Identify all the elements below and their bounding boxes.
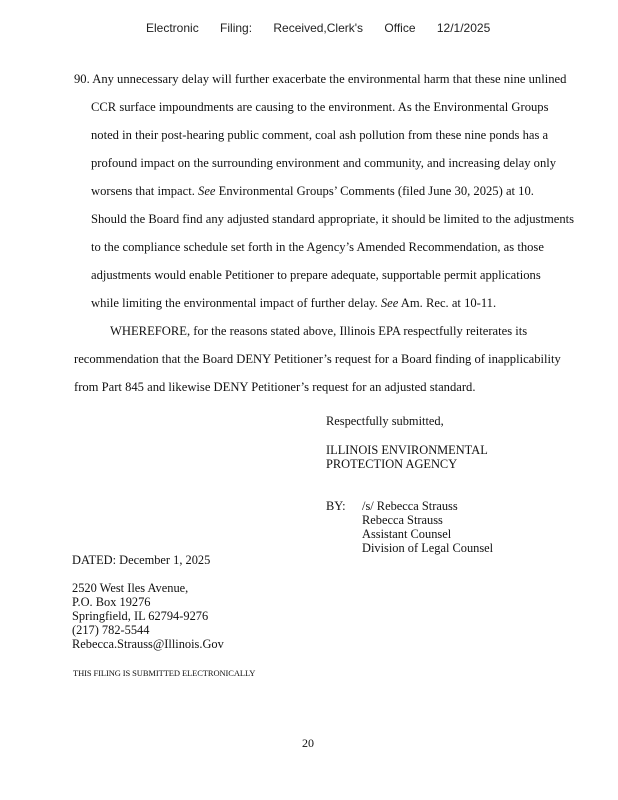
- address-phone: (217) 782-5544: [72, 623, 150, 637]
- para90-line-6: Should the Board find any adjusted standard appropriate, it should be limited to the adjustments: [91, 212, 575, 226]
- header-electronic: Electronic: [146, 21, 199, 35]
- header-office: Office: [384, 21, 416, 35]
- para90-line-9: while limiting the environmental impact of further delay. See Am. Rec. at 10-11.: [91, 296, 497, 310]
- closing: Respectfully submitted,: [326, 414, 444, 428]
- citation-1: Environmental Groups’ Comments (filed June 30, 2025) at 10.: [218, 184, 534, 198]
- header-date: 12/1/2025: [436, 21, 491, 35]
- para90-number: 90.: [74, 72, 90, 86]
- citation-2: Am. Rec. at 10-11.: [400, 296, 497, 310]
- para90-line-4: profound impact on the surrounding environment and community, and increasing delay only: [91, 156, 557, 170]
- signer-division: Division of Legal Counsel: [362, 541, 494, 555]
- para90-line-3: noted in their post-hearing public comment, coal ash pollution from these nine ponds has a: [91, 128, 549, 142]
- agency-name-line-2: PROTECTION AGENCY: [326, 457, 458, 471]
- address-street: 2520 West Iles Avenue,: [72, 581, 189, 595]
- agency-name-line-1: ILLINOIS ENVIRONMENTAL: [326, 443, 488, 457]
- wherefore-line-2: recommendation that the Board DENY Petitioner’s request for a Board finding of inapplicability: [74, 352, 561, 366]
- para90-line-5: worsens that impact. See Environmental Groups’ Comments (filed June 30, 2025) at 10.: [91, 184, 534, 198]
- header-received: Received,Clerk's: [273, 21, 364, 35]
- para90-line-2: CCR surface impoundments are causing to the environment. As the Environmental Groups: [91, 100, 549, 114]
- filing-header: [146, 21, 508, 35]
- para90-line-8: adjustments would enable Petitioner to prepare adequate, supportable permit applications: [91, 268, 541, 282]
- dated-line: DATED: December 1, 2025: [72, 553, 211, 567]
- by-label: BY:: [326, 499, 346, 513]
- header-filing: Filing:: [220, 21, 253, 35]
- address-email: Rebecca.Strauss@Illinois.Gov: [72, 637, 224, 651]
- wherefore-line-1: WHEREFORE, for the reasons stated above, Illinois EPA respectfully reiterates its: [110, 324, 528, 338]
- para90-line-1: 90. Any unnecessary delay will further exacerbate the environmental harm that these nine unlined: [74, 72, 567, 86]
- signer-title: Assistant Counsel: [362, 527, 452, 541]
- electronic-filing-notice: THIS FILING IS SUBMITTED ELECTRONICALLY: [73, 668, 256, 678]
- para90-line-7: to the compliance schedule set forth in the Agency’s Amended Recommendation, as those: [91, 240, 544, 254]
- wherefore-lead: WHEREFORE: [110, 324, 187, 338]
- address-city: Springfield, IL 62794-9276: [72, 609, 209, 623]
- see-signal-2: See: [380, 296, 399, 310]
- address-pobox: P.O. Box 19276: [72, 595, 151, 609]
- page-number: 20: [302, 736, 314, 750]
- signer-name: Rebecca Strauss: [362, 513, 443, 527]
- wherefore-line-3: from Part 845 and likewise DENY Petitioner’s request for an adjusted standard.: [74, 380, 476, 394]
- electronic-signature: /s/ Rebecca Strauss: [362, 499, 458, 513]
- see-signal-1: See: [198, 184, 216, 198]
